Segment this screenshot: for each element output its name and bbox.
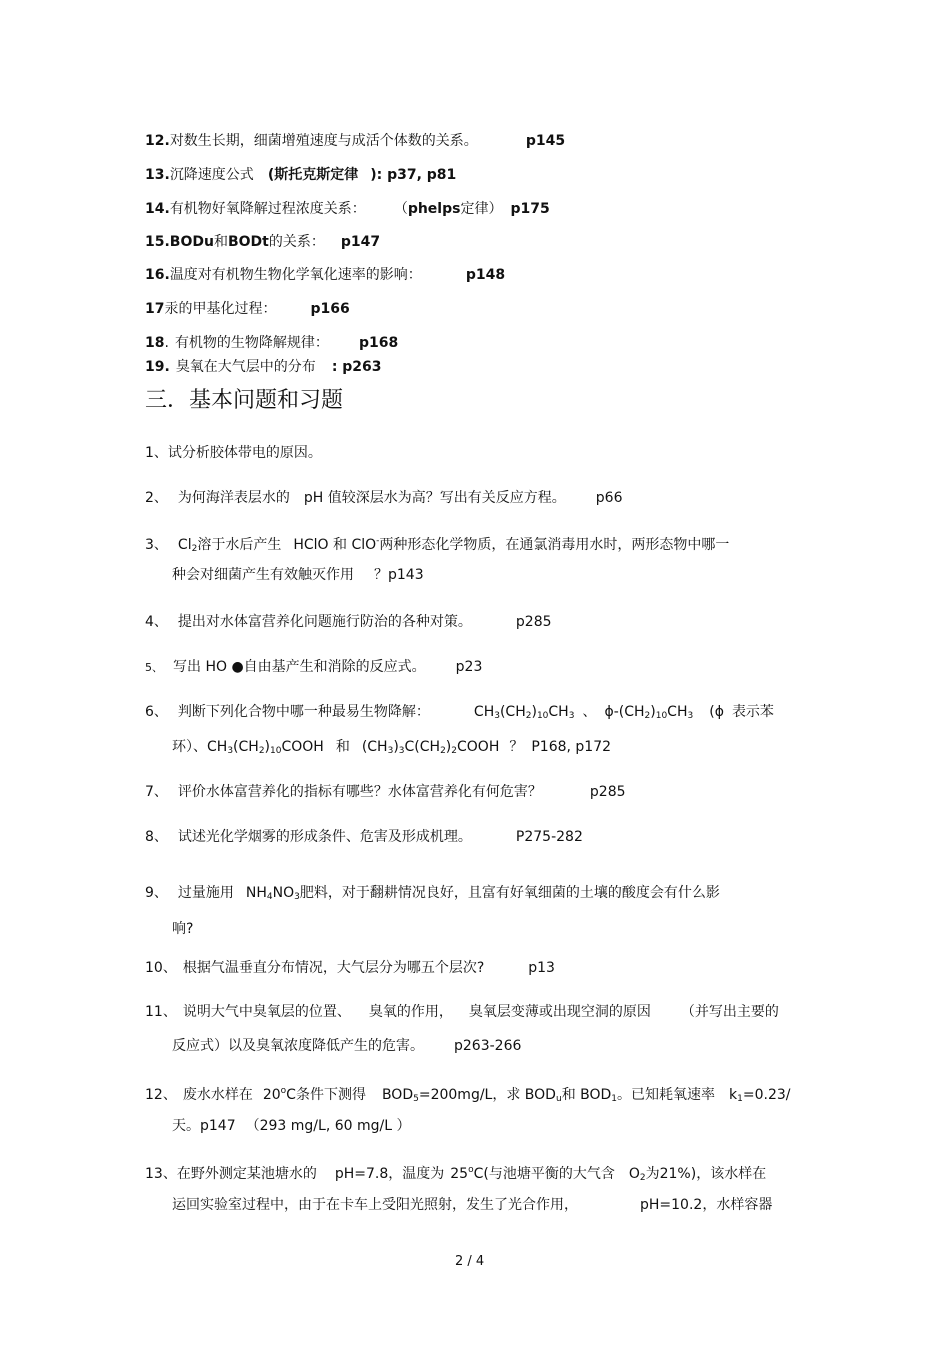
item-text: 温度对有机物生物化学氧化速率的影响： (169, 267, 422, 283)
question-12: 12、 废水水样在 20$^o$C条件下测得 $BOD_5=200mg/L$，求 $BOD_u$和 $BOD_1$。已知耗氧速率 $k_1=0.23/$ (145, 1086, 791, 1104)
question-number: 2、 (145, 490, 168, 506)
question-text: 试述光化学烟雾的形成条件、危害及形成机理。 (177, 829, 472, 845)
question-number: 7、 (145, 784, 168, 800)
item-text: 沉降速度公式 (169, 167, 254, 183)
question-number: 6、 (145, 704, 168, 720)
item-text: 和 (213, 234, 228, 250)
item-text: 臭氧在大气层中的分布 (175, 359, 316, 375)
question-11 (145, 1003, 779, 1021)
item-number: 17 (145, 301, 165, 317)
formula-2: $-(CH_2)_{10}CH_3$ (613, 704, 694, 721)
page-ref: p145 (525, 133, 566, 149)
page-ref: p263-266 (454, 1038, 522, 1054)
page-ref: p175 (510, 201, 550, 217)
item-paren-open: （ (393, 201, 408, 217)
question-text: 试分析胶体带电的原因。 (167, 445, 322, 461)
item-number: 13. (145, 167, 170, 183)
question-number: 9、 (145, 885, 168, 901)
question-8 (145, 828, 583, 846)
question-text: 过量施用 (177, 885, 234, 901)
question-text: 提出对水体富营养化问题施行防治的各种对策。 (177, 614, 472, 630)
question-3 (145, 532, 729, 558)
question-5 (145, 658, 482, 677)
page-ref: P275-282 (515, 829, 583, 845)
page-ref: ？p143 (374, 567, 424, 583)
formula-sub: 2 (191, 544, 198, 554)
question-text-c: 臭氧层变薄或出现空洞的原因 (468, 1004, 651, 1020)
formula-nh4no3: $NH_4NO_3$ (245, 885, 300, 902)
question-number: 10、 (145, 960, 177, 976)
question-text-d: （并写出主要的 (680, 1004, 779, 1020)
question-9 (145, 884, 720, 906)
question-text: 评价水体富营养化的指标有哪些？水体富营养化有何危害？ (177, 784, 542, 800)
page-ref: p285 (589, 784, 626, 800)
list-item-18 (145, 334, 398, 352)
question-number: 12、 (145, 1087, 177, 1103)
question-text: 判断下列化合物中哪一种最易生物降解： (177, 704, 430, 720)
question-text-b: 肥料，对于翻耕情况良好，且富有好氧细菌的土壤的酸度会有什么影 (299, 885, 720, 901)
separator: 、 (582, 704, 597, 720)
question-text: 说明大气中臭氧层的位置、 (182, 1004, 351, 1020)
page-ref: ): p37, p81 (370, 167, 457, 183)
item-number: 12. (145, 133, 170, 149)
formula-1: $CH_3(CH_2)_{10}CH_3$ (473, 704, 575, 721)
formula-4: $(CH_3)_3C(CH_2)_2COOH$ (361, 739, 500, 756)
item-number: 15.BODu (145, 234, 214, 250)
list-item-16 (145, 266, 505, 284)
item-paren-close: 定律） (460, 201, 503, 217)
formula-sup: - (376, 536, 380, 546)
question-number: 11、 (145, 1004, 177, 1020)
item-number: 14. (145, 201, 170, 217)
item-number: 16. (145, 267, 170, 283)
question-text: 反应式）以及臭氧浓度降低产生的危害。 (172, 1038, 424, 1054)
list-item-12 (145, 132, 565, 150)
list-item-14 (145, 200, 550, 218)
question-text: 根据气温垂直分布情况，大气层分为哪五个层次? (182, 960, 485, 976)
question-text-b: HClO 和 ClO (293, 537, 377, 553)
conjunction: 和 (335, 739, 350, 755)
page-ref: p23 (455, 659, 483, 675)
item-text: 汞的甲基化过程： (164, 301, 277, 317)
question-number: 4、 (145, 614, 168, 630)
question-text: 天。p147 (172, 1118, 236, 1134)
item-paren-word: phelps (407, 201, 461, 217)
page-ref: p66 (595, 490, 623, 506)
item-text-bodt: BODt (227, 234, 269, 250)
page-ref: : p263 (331, 359, 382, 375)
question-6 (145, 703, 774, 725)
question-number: 1、 (145, 445, 168, 461)
question-1 (145, 444, 322, 462)
question-text: 写出 HO ●自由基产生和消除的反应式。 (173, 659, 426, 675)
item-text: 有机物的生物降解规律： (174, 335, 329, 351)
page-ref: p13 (528, 960, 555, 976)
question-number: 5、 (145, 661, 163, 674)
paren-open: ( (709, 704, 715, 720)
question-text-b: 臭氧的作用， (368, 1004, 453, 1020)
question-13-line-2 (172, 1196, 772, 1214)
question-text: 种会对细菌产生有效触灭作用 (172, 567, 354, 583)
page-ref: p168 (358, 335, 399, 351)
page-ref: p285 (515, 614, 552, 630)
answer: （293 mg/L, 60 mg/L ） (245, 1118, 411, 1134)
phi-note: 表示苯 (731, 704, 774, 720)
question-number: 13、 (145, 1166, 177, 1182)
item-number: 19. (145, 359, 170, 375)
phi-symbol-2: ϕ (714, 704, 724, 720)
question-text-b: pH=10.2，水样容器 (640, 1197, 773, 1213)
question-11-line-2 (172, 1037, 521, 1055)
question-7 (145, 783, 626, 801)
page-ref: p166 (310, 301, 350, 317)
question-mark: ？ (509, 739, 524, 755)
question-2 (145, 489, 623, 507)
question-10 (145, 959, 555, 977)
page-ref: P168, p172 (531, 739, 612, 755)
item-text-tail: 的关系： (268, 234, 325, 250)
list-item-13 (145, 166, 456, 184)
question-4 (145, 613, 552, 631)
page-ref: p148 (465, 267, 506, 283)
item-text: 对数生长期，细菌增殖速度与成活个体数的关系。 (169, 133, 478, 149)
page-ref: p147 (340, 234, 381, 250)
phi-symbol: ϕ (604, 704, 614, 720)
question-13: 13、在野外测定某池塘水的 pH=7.8，温度为 25$^o$C(与池塘平衡的大气含 $O_2$为21%)，该水样在 (145, 1165, 767, 1183)
list-item-19 (145, 358, 382, 376)
item-sep: . (164, 335, 169, 351)
question-text: 溶于水后产生 (197, 537, 282, 553)
question-text: 响? (172, 921, 194, 937)
item-number: 18 (145, 335, 165, 351)
question-text-b: C条件下测得 (286, 1087, 366, 1103)
question-text: 在野外测定某池塘水的 (176, 1166, 317, 1182)
item-text: 有机物好氧降解过程浓度关系： (169, 201, 366, 217)
question-9-line-2 (172, 920, 193, 938)
question-number: 3、 (145, 537, 168, 553)
question-text: 运回实验室过程中，由于在卡车上受阳光照射，发生了光合作用， (172, 1197, 578, 1213)
question-3-line-2 (172, 566, 424, 584)
list-item-17 (145, 300, 350, 318)
question-text-c: 两种形态化学物质，在通氯消毒用水时，两形态物中哪一 (379, 537, 730, 553)
question-text: 为何海洋表层水的 (177, 490, 290, 506)
question-text: 废水水样在 (182, 1087, 253, 1103)
question-number: 8、 (145, 829, 168, 845)
formula-3: 环）、$CH_3(CH_2)_{10}COOH$ (172, 739, 324, 756)
question-6-line-2 (172, 738, 611, 760)
list-item-15 (145, 233, 380, 251)
question-text-b: pH 值较深层水为高？写出有关反应方程。 (303, 490, 566, 506)
formula-cl: Cl (177, 537, 192, 553)
item-paren: (斯托克斯定律 (267, 167, 359, 183)
section-heading: 三．基本问题和习题 (145, 388, 344, 413)
question-12-line-2 (172, 1117, 410, 1135)
page-number: 2 / 4 (455, 1254, 485, 1269)
